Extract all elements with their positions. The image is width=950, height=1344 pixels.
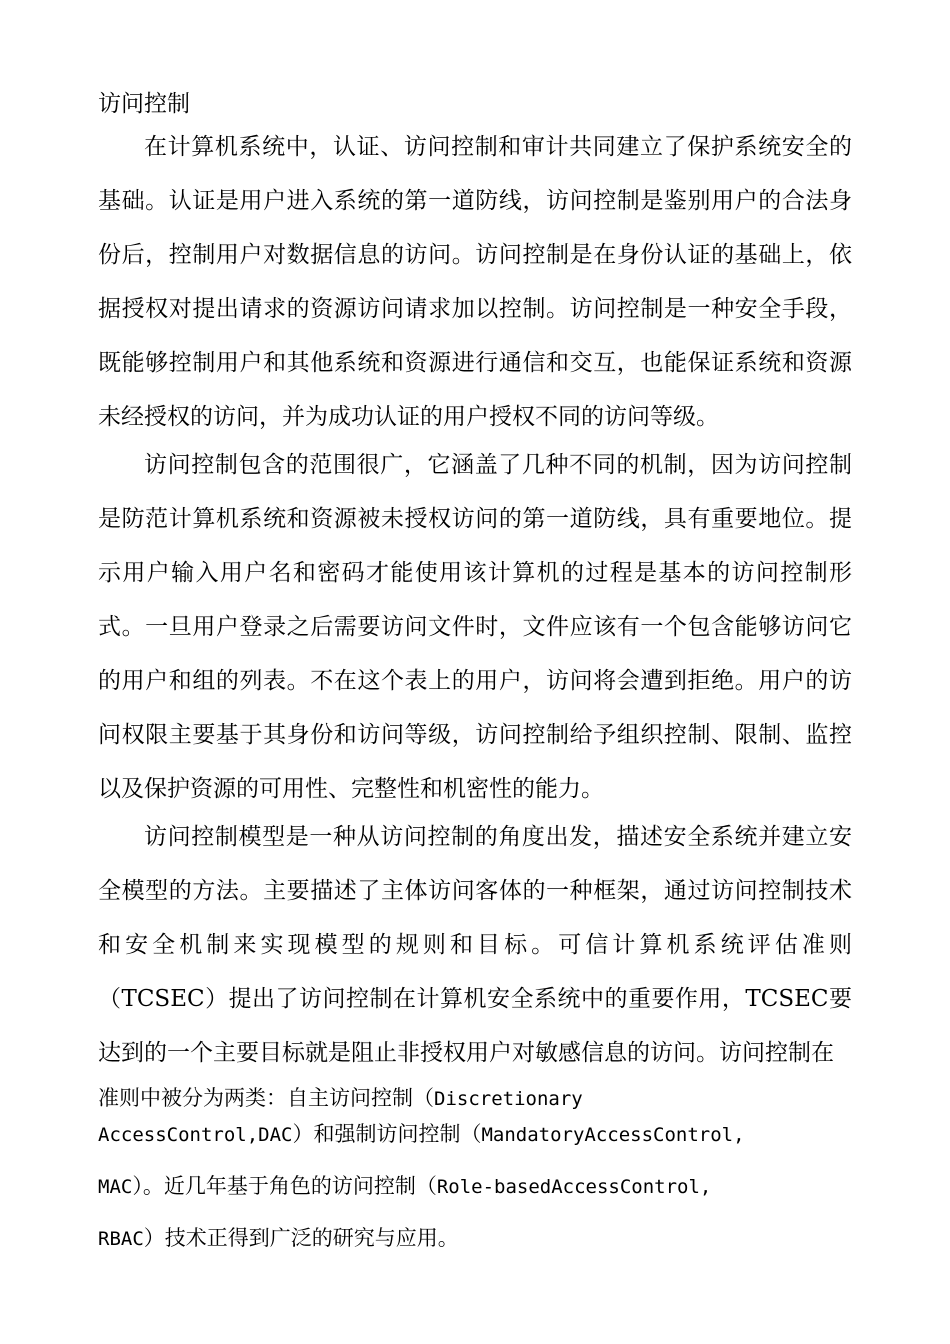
tail-line-4-latin1: RBAC	[98, 1228, 144, 1250]
tail-line-1	[98, 1080, 858, 1117]
paragraph-3: 访问控制模型是一种从访问控制的角度出发，描述安全系统并建立安全模型的方法。主要描述了主体访问客体的一种框架，通过访问控制技术和安全机制来实现模型的规则和目标。可信计算机系统评估准则（TCSEC）提出了访问控制在计算机安全系统中的重要作用，TCSEC要达到的一个主要目标就是阻止非授权用户对敏感信息的访问。访问控制在	[98, 824, 852, 1066]
paragraph-2: 访问控制包含的范围很广，它涵盖了几种不同的机制，因为访问控制是防范计算机系统和资源被未授权访问的第一道防线，具有重要地位。提示用户输入用户名和密码才能使用该计算机的过程是基本的访问控制形式。一旦用户登录之后需要访问文件时，文件应该有一个包含能够访问它的用户和组的列表。不在这个表上的用户，访问将会遭到拒绝。用户的访问权限主要基于其身份和访问等级，访问控制给予组织控制、限制、监控以及保护资源的可用性、完整性和机密性的能力。	[98, 452, 852, 802]
tail-line-1-latin1: Discretionary	[434, 1088, 583, 1110]
tail-line-2	[98, 1116, 858, 1153]
tail-line-3-latin1: MAC	[98, 1176, 133, 1198]
tail-line-3-latin2: Role-basedAccessControl,	[436, 1176, 712, 1198]
paragraph-1: 在计算机系统中，认证、访问控制和审计共同建立了保护系统安全的基础。认证是用户进入系统的第一道防线，访问控制是鉴别用户的合法身份后，控制用户对数据信息的访问。访问控制是在身份认证的基础上，依据授权对提出请求的资源访问请求加以控制。访问控制是一种安全手段，既能够控制用户和其他系统和资源进行通信和交互，也能保证系统和资源未经授权的访问，并为成功认证的用户授权不同的访问等级。	[98, 134, 852, 430]
tail-line-2-latin1: AccessControl,DAC	[98, 1124, 293, 1146]
section-heading: 访问控制	[98, 91, 190, 117]
tail-line-2-latin2: MandatoryAccessControl,	[481, 1124, 745, 1146]
tail-line-4-cn2: ）技术正得到广泛的研究与应用。	[143, 1226, 459, 1250]
tail-line-4	[98, 1220, 858, 1257]
tail-line-2-cn2: ）和强制访问控制（	[292, 1122, 482, 1146]
tail-line-3-cn2: ）。近几年基于角色的访问控制（	[132, 1174, 437, 1198]
tail-line-3	[98, 1168, 858, 1205]
tail-line-1-cn1: 准则中被分为两类：自主访问控制（	[98, 1086, 434, 1110]
